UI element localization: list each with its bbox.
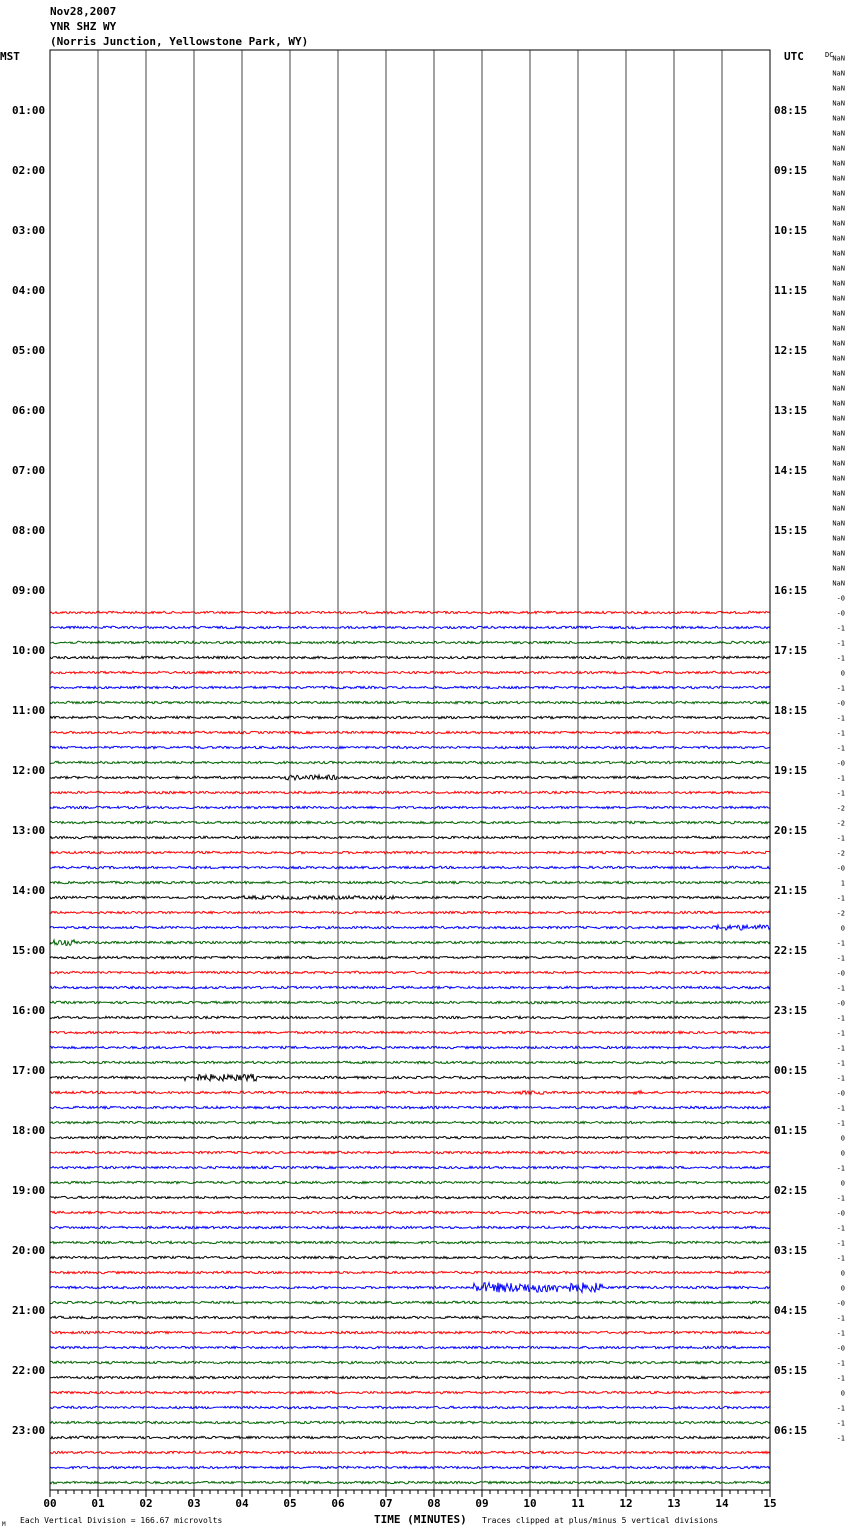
dc-offset-value: -1 bbox=[836, 1329, 845, 1338]
dc-offset-value: -2 bbox=[836, 849, 845, 858]
dc-offset-value: NaN bbox=[832, 249, 845, 258]
trace-line bbox=[50, 1166, 770, 1168]
x-tick-label: 12 bbox=[619, 1497, 633, 1510]
trace-line bbox=[50, 1316, 770, 1318]
dc-offset-value: 0 bbox=[840, 1389, 845, 1398]
dc-offset-value: -1 bbox=[836, 939, 845, 948]
trace-line bbox=[50, 1106, 770, 1108]
mst-hour-label: 04:00 bbox=[12, 284, 46, 297]
trace-line bbox=[50, 716, 770, 718]
dc-offset-value: NaN bbox=[832, 189, 845, 198]
trace-line bbox=[50, 731, 770, 733]
dc-offset-value: -1 bbox=[836, 654, 845, 663]
dc-offset-value: -1 bbox=[836, 639, 845, 648]
utc-timezone-label: UTC bbox=[784, 50, 804, 63]
dc-offset-value: NaN bbox=[832, 339, 845, 348]
dc-offset-value: NaN bbox=[832, 519, 845, 528]
utc-hour-label: 20:15 bbox=[774, 824, 808, 837]
trace-line bbox=[50, 1361, 770, 1363]
dc-offset-value: NaN bbox=[832, 459, 845, 468]
dc-offset-value: NaN bbox=[832, 414, 845, 423]
dc-offset-value: -0 bbox=[836, 1299, 845, 1308]
dc-offset-value: -1 bbox=[836, 1029, 845, 1038]
trace-line bbox=[50, 656, 770, 658]
trace-line bbox=[50, 1241, 770, 1243]
mst-hour-label: 08:00 bbox=[12, 524, 46, 537]
dc-offset-value: -0 bbox=[836, 594, 845, 603]
utc-hour-label: 12:15 bbox=[774, 344, 808, 357]
mst-hour-label: 02:00 bbox=[12, 164, 46, 177]
dc-offset-value: -1 bbox=[836, 1419, 845, 1428]
trace-line bbox=[50, 1421, 770, 1423]
trace-line bbox=[50, 1271, 770, 1273]
trace-line bbox=[50, 971, 770, 973]
trace-line bbox=[50, 1046, 770, 1048]
station-label: YNR SHZ WY bbox=[50, 20, 117, 33]
utc-hour-label: 00:15 bbox=[774, 1064, 808, 1077]
dc-offset-value: NaN bbox=[832, 174, 845, 183]
dc-offset-value: -1 bbox=[836, 1314, 845, 1323]
dc-offset-value: -1 bbox=[836, 834, 845, 843]
dc-offset-value: 0 bbox=[840, 1269, 845, 1278]
trace-line bbox=[50, 1451, 770, 1453]
mst-hour-label: 09:00 bbox=[12, 584, 46, 597]
trace-line bbox=[50, 1061, 770, 1063]
trace-line bbox=[50, 896, 770, 900]
trace-line bbox=[50, 911, 770, 913]
dc-offset-value: NaN bbox=[832, 204, 845, 213]
dc-offset-value: NaN bbox=[832, 219, 845, 228]
dc-offset-value: NaN bbox=[832, 279, 845, 288]
date-label: Nov28,2007 bbox=[50, 5, 117, 18]
trace-line bbox=[50, 1481, 770, 1483]
dc-offset-value: NaN bbox=[832, 159, 845, 168]
utc-hour-labels bbox=[774, 104, 807, 1437]
mst-hour-label: 20:00 bbox=[12, 1244, 46, 1257]
trace-line bbox=[50, 746, 770, 748]
dc-offset-value: NaN bbox=[832, 399, 845, 408]
trace-line bbox=[50, 821, 770, 823]
dc-offset-value: -1 bbox=[836, 714, 845, 723]
dc-offset-value: NaN bbox=[832, 534, 845, 543]
dc-offset-value: -0 bbox=[836, 1089, 845, 1098]
dc-offset-value: NaN bbox=[832, 474, 845, 483]
dc-offset-value: -1 bbox=[836, 1404, 845, 1413]
trace-line bbox=[50, 1346, 770, 1348]
mst-hour-label: 23:00 bbox=[12, 1424, 46, 1437]
x-tick-label: 04 bbox=[235, 1497, 249, 1510]
mst-timezone-label: MST bbox=[0, 50, 20, 63]
dc-offset-value: -1 bbox=[836, 894, 845, 903]
trace-line bbox=[50, 1283, 770, 1293]
trace-line bbox=[50, 626, 770, 628]
trace-group bbox=[50, 611, 770, 1483]
utc-hour-label: 22:15 bbox=[774, 944, 808, 957]
utc-hour-label: 02:15 bbox=[774, 1184, 808, 1197]
dc-offset-value: -1 bbox=[836, 984, 845, 993]
mst-hour-label: 13:00 bbox=[12, 824, 46, 837]
dc-offset-value: NaN bbox=[832, 234, 845, 243]
trace-line bbox=[50, 1196, 770, 1198]
dc-header-label: DC bbox=[825, 51, 834, 59]
x-tick-label: 15 bbox=[763, 1497, 777, 1510]
mst-hour-label: 14:00 bbox=[12, 884, 46, 897]
mst-hour-labels bbox=[12, 104, 45, 1437]
x-tick-label: 13 bbox=[667, 1497, 681, 1510]
trace-line bbox=[50, 1091, 770, 1095]
dc-offset-value: -2 bbox=[836, 804, 845, 813]
trace-line bbox=[50, 986, 770, 988]
dc-offset-value: 0 bbox=[840, 1284, 845, 1293]
trace-line bbox=[50, 1436, 770, 1438]
mst-hour-label: 11:00 bbox=[12, 704, 46, 717]
trace-line bbox=[50, 1256, 770, 1258]
dc-offset-value: 0 bbox=[840, 669, 845, 678]
dc-offset-labels bbox=[832, 55, 845, 1443]
x-tick-label: 09 bbox=[475, 1497, 489, 1510]
x-tick-label: 06 bbox=[331, 1497, 345, 1510]
dc-offset-value: -1 bbox=[836, 1224, 845, 1233]
dc-offset-value: -0 bbox=[836, 759, 845, 768]
mst-hour-label: 21:00 bbox=[12, 1304, 46, 1317]
mst-hour-label: 18:00 bbox=[12, 1124, 46, 1137]
plot-frame bbox=[50, 50, 770, 1490]
utc-hour-label: 11:15 bbox=[774, 284, 808, 297]
utc-hour-label: 19:15 bbox=[774, 764, 808, 777]
dc-offset-value: NaN bbox=[832, 99, 845, 108]
x-tick-label: 10 bbox=[523, 1497, 537, 1510]
dc-offset-value: NaN bbox=[832, 429, 845, 438]
dc-offset-value: -1 bbox=[836, 1239, 845, 1248]
trace-line bbox=[50, 940, 770, 946]
trace-line bbox=[50, 1121, 770, 1123]
x-tick-label: 07 bbox=[379, 1497, 393, 1510]
dc-offset-value: NaN bbox=[832, 564, 845, 573]
mst-hour-label: 12:00 bbox=[12, 764, 46, 777]
dc-offset-value: NaN bbox=[832, 579, 845, 588]
utc-hour-label: 03:15 bbox=[774, 1244, 808, 1257]
trace-line bbox=[50, 1136, 770, 1138]
utc-hour-label: 15:15 bbox=[774, 524, 808, 537]
dc-offset-value: 1 bbox=[840, 879, 845, 888]
dc-offset-value: -1 bbox=[836, 789, 845, 798]
mst-hour-label: 06:00 bbox=[12, 404, 46, 417]
mst-hour-label: 10:00 bbox=[12, 644, 46, 657]
trace-line bbox=[50, 671, 770, 673]
scale-note: Each Vertical Division = 166.67 microvolts bbox=[20, 1516, 223, 1525]
trace-line bbox=[50, 701, 770, 703]
dc-offset-value: -1 bbox=[836, 1014, 845, 1023]
dc-offset-value: -1 bbox=[836, 1194, 845, 1203]
trace-line bbox=[50, 1001, 770, 1003]
dc-offset-value: 0 bbox=[840, 1149, 845, 1158]
trace-line bbox=[50, 761, 770, 763]
x-tick-label: 03 bbox=[187, 1497, 201, 1510]
dc-offset-value: -0 bbox=[836, 999, 845, 1008]
trace-line bbox=[50, 866, 770, 868]
mst-hour-label: 07:00 bbox=[12, 464, 46, 477]
dc-offset-value: -0 bbox=[836, 699, 845, 708]
trace-line bbox=[50, 1376, 770, 1378]
dc-offset-value: NaN bbox=[832, 384, 845, 393]
trace-line bbox=[50, 1301, 770, 1303]
mst-hour-label: 15:00 bbox=[12, 944, 46, 957]
utc-hour-label: 13:15 bbox=[774, 404, 808, 417]
x-tick-label: 14 bbox=[715, 1497, 729, 1510]
trace-line bbox=[50, 1151, 770, 1153]
x-tick-label: 11 bbox=[571, 1497, 585, 1510]
dc-offset-value: NaN bbox=[832, 354, 845, 363]
location-label: (Norris Junction, Yellowstone Park, WY) bbox=[50, 35, 309, 48]
trace-line bbox=[50, 1466, 770, 1468]
dc-offset-value: 0 bbox=[840, 1134, 845, 1143]
dc-offset-value: NaN bbox=[832, 504, 845, 513]
dc-offset-value: -0 bbox=[836, 1209, 845, 1218]
utc-hour-label: 05:15 bbox=[774, 1364, 808, 1377]
utc-hour-label: 08:15 bbox=[774, 104, 808, 117]
trace-line bbox=[50, 1331, 770, 1333]
x-tick-label: 08 bbox=[427, 1497, 441, 1510]
dc-offset-value: -1 bbox=[836, 729, 845, 738]
corner-mark: M bbox=[2, 1521, 6, 1528]
trace-line bbox=[50, 806, 770, 808]
mst-hour-label: 22:00 bbox=[12, 1364, 46, 1377]
minute-gridlines bbox=[98, 50, 722, 1490]
utc-hour-label: 17:15 bbox=[774, 644, 808, 657]
trace-line bbox=[50, 611, 770, 613]
mst-hour-label: 17:00 bbox=[12, 1064, 46, 1077]
dc-offset-value: -2 bbox=[836, 819, 845, 828]
mst-hour-label: 03:00 bbox=[12, 224, 46, 237]
dc-offset-value: NaN bbox=[832, 264, 845, 273]
dc-offset-value: -0 bbox=[836, 1344, 845, 1353]
dc-offset-value: NaN bbox=[832, 129, 845, 138]
utc-hour-label: 21:15 bbox=[774, 884, 808, 897]
dc-offset-value: -1 bbox=[836, 1059, 845, 1068]
trace-line bbox=[50, 1211, 770, 1213]
dc-offset-value: -1 bbox=[836, 1044, 845, 1053]
dc-offset-value: NaN bbox=[832, 294, 845, 303]
x-tick-label: 05 bbox=[283, 1497, 297, 1510]
dc-offset-value: NaN bbox=[832, 144, 845, 153]
utc-hour-label: 14:15 bbox=[774, 464, 808, 477]
trace-line bbox=[50, 836, 770, 838]
trace-line bbox=[50, 1181, 770, 1183]
dc-offset-value: -1 bbox=[836, 774, 845, 783]
dc-offset-value: -1 bbox=[836, 954, 845, 963]
mst-hour-label: 01:00 bbox=[12, 104, 46, 117]
dc-offset-value: -1 bbox=[836, 1104, 845, 1113]
x-axis bbox=[43, 1490, 776, 1510]
dc-offset-value: -1 bbox=[836, 1164, 845, 1173]
dc-offset-value: NaN bbox=[832, 309, 845, 318]
dc-offset-value: -1 bbox=[836, 1434, 845, 1443]
mst-hour-label: 16:00 bbox=[12, 1004, 46, 1017]
trace-line bbox=[50, 791, 770, 793]
utc-hour-label: 16:15 bbox=[774, 584, 808, 597]
dc-offset-value: 0 bbox=[840, 1179, 845, 1188]
x-tick-label: 00 bbox=[43, 1497, 57, 1510]
utc-hour-label: 10:15 bbox=[774, 224, 808, 237]
dc-offset-value: NaN bbox=[832, 549, 845, 558]
trace-line bbox=[50, 641, 770, 643]
trace-line bbox=[50, 1226, 770, 1228]
dc-offset-value: NaN bbox=[832, 369, 845, 378]
trace-line bbox=[50, 925, 770, 930]
dc-offset-value: -1 bbox=[836, 1119, 845, 1128]
dc-offset-value: NaN bbox=[832, 84, 845, 93]
dc-offset-value: NaN bbox=[832, 444, 845, 453]
dc-offset-value: -1 bbox=[836, 1254, 845, 1263]
mst-hour-label: 19:00 bbox=[12, 1184, 46, 1197]
dc-offset-value: NaN bbox=[832, 54, 845, 63]
dc-offset-value: -1 bbox=[836, 684, 845, 693]
utc-hour-label: 04:15 bbox=[774, 1304, 808, 1317]
dc-offset-value: NaN bbox=[832, 489, 845, 498]
dc-offset-value: -0 bbox=[836, 969, 845, 978]
dc-offset-value: -1 bbox=[836, 1359, 845, 1368]
dc-offset-value: -1 bbox=[836, 624, 845, 633]
clip-note: Traces clipped at plus/minus 5 vertical divisions bbox=[482, 1516, 719, 1525]
trace-line bbox=[50, 1074, 770, 1081]
trace-line bbox=[50, 1406, 770, 1408]
utc-hour-label: 09:15 bbox=[774, 164, 808, 177]
trace-line bbox=[50, 1031, 770, 1033]
trace-line bbox=[50, 1016, 770, 1018]
dc-offset-value: -0 bbox=[836, 609, 845, 618]
trace-line bbox=[50, 956, 770, 958]
dc-offset-value: -1 bbox=[836, 744, 845, 753]
trace-line bbox=[50, 851, 770, 853]
trace-line bbox=[50, 1391, 770, 1393]
dc-offset-value: NaN bbox=[832, 114, 845, 123]
x-axis-title: TIME (MINUTES) bbox=[374, 1513, 467, 1526]
dc-offset-value: -0 bbox=[836, 864, 845, 873]
utc-hour-label: 01:15 bbox=[774, 1124, 808, 1137]
dc-offset-value: -1 bbox=[836, 1074, 845, 1083]
dc-offset-value: 0 bbox=[840, 924, 845, 933]
utc-hour-label: 06:15 bbox=[774, 1424, 808, 1437]
dc-offset-value: NaN bbox=[832, 69, 845, 78]
utc-hour-label: 18:15 bbox=[774, 704, 808, 717]
dc-offset-value: NaN bbox=[832, 324, 845, 333]
dc-offset-value: -2 bbox=[836, 909, 845, 918]
x-tick-label: 02 bbox=[139, 1497, 153, 1510]
mst-hour-label: 05:00 bbox=[12, 344, 46, 357]
dc-offset-value: -1 bbox=[836, 1374, 845, 1383]
x-tick-label: 01 bbox=[91, 1497, 105, 1510]
utc-hour-label: 23:15 bbox=[774, 1004, 808, 1017]
trace-line bbox=[50, 686, 770, 688]
trace-line bbox=[50, 881, 770, 883]
trace-line bbox=[50, 775, 770, 780]
